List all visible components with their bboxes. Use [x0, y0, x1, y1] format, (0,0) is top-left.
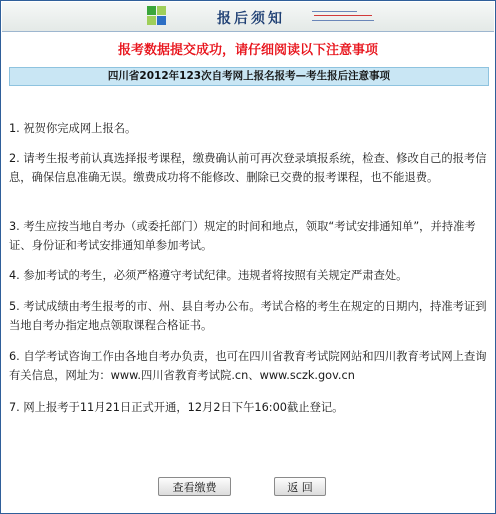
notice-item: 5. 考试成绩由考生报考的市、州、县自考办公布。考试合格的考生在规定的日期内，持准考证到当地自考办指定地点领取课程合格证书。 [9, 300, 487, 332]
page-title: 报后须知 [217, 11, 285, 27]
decorative-line [312, 20, 374, 21]
success-notice: 报考数据提交成功，请仔细阅读以下注意事项 [117, 43, 378, 58]
logo-icon [147, 6, 169, 26]
decorative-line [312, 11, 357, 12]
notice-item: 6. 自学考试咨询工作由各地自考办负责，也可在四川省教育考试院网站和四川教育考试网上查询有关信息，网址为：www.四川省教育考试院.cn、www.sczk.gov.cn [9, 350, 487, 382]
notice-item: 4. 参加考试的考生，必须严格遵守考试纪律。违规者将按照有关规定严肃查处。 [9, 269, 408, 282]
notice-item: 3. 考生应按当地自考办（或委托部门）规定的时间和地点，领取“考试安排通知单”，并持准考证、身份证和考试安排通知单参加考试。 [9, 220, 476, 252]
notice-item: 2. 请考生报考前认真选择报考课程，缴费确认前可再次登录填报系统，检查、修改自己的报考信息，确保信息准确无误。缴费成功将不能修改、删除已交费的报考课程，也不能退费。 [9, 152, 487, 184]
decorative-line [314, 15, 372, 16]
back-button[interactable]: 返 回 [274, 477, 326, 496]
notice-item: 1. 祝贺你完成网上报名。 [9, 122, 137, 135]
header-bar [2, 2, 494, 32]
notice-item: 7. 网上报考于11月21日正式开通，12月2日下午16:00截止登记。 [9, 401, 344, 414]
section-title: 四川省2012年123次自考网上报名报考—考生报后注意事项 [9, 67, 489, 86]
view-payment-button[interactable]: 查看缴费 [158, 477, 231, 496]
